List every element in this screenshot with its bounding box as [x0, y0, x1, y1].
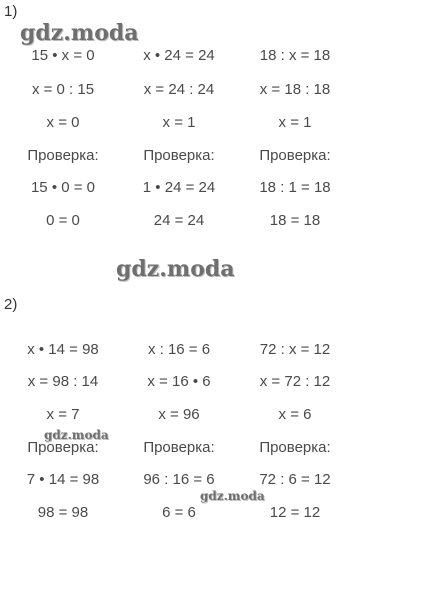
equation-cell: 98 = 98 [37, 504, 89, 521]
equation-cell: x = 7 [46, 406, 80, 423]
equation-cell: 18 : x = 18 [259, 47, 331, 64]
equation-cell: x = 24 : 24 [143, 81, 215, 98]
equation-cell: x • 24 = 24 [143, 47, 215, 64]
equation-cell: x = 0 : 15 [31, 81, 95, 98]
watermark-text: gdz.moda [200, 489, 265, 503]
equation-cell: x = 6 [278, 406, 312, 423]
equation-cell: x = 16 • 6 [147, 373, 211, 390]
check-heading: Проверка: [143, 439, 215, 456]
equation-cell: x = 18 : 18 [259, 81, 331, 98]
equation-cell: 72 : 6 = 12 [259, 471, 331, 488]
equation-cell: 0 = 0 [46, 212, 80, 229]
watermark-text: gdz.moda [20, 20, 139, 46]
check-heading: Проверка: [27, 439, 99, 456]
equation-cell: 24 = 24 [153, 212, 205, 229]
equation-cell: 7 • 14 = 98 [26, 471, 100, 488]
equation-cell: x = 1 [278, 114, 312, 131]
watermark-text: gdz.moda [116, 256, 235, 282]
equation-cell: 1 • 24 = 24 [142, 179, 216, 196]
equation-cell: x • 14 = 98 [27, 341, 99, 358]
equation-cell: x = 96 [158, 406, 200, 423]
equation-cell: x = 1 [162, 114, 196, 131]
equation-cell: x = 0 [46, 114, 80, 131]
check-heading: Проверка: [259, 439, 331, 456]
equation-cell: 15 • 0 = 0 [30, 179, 96, 196]
section-label: 2) [4, 296, 18, 313]
equation-cell: 6 = 6 [162, 504, 196, 521]
equation-cell: 12 = 12 [269, 504, 321, 521]
equation-cell: 72 : x = 12 [259, 341, 331, 358]
equation-cell: x = 98 : 14 [27, 373, 99, 390]
check-heading: Проверка: [143, 147, 215, 164]
equation-cell: 96 : 16 = 6 [143, 471, 215, 488]
check-heading: Проверка: [259, 147, 331, 164]
check-heading: Проверка: [27, 147, 99, 164]
equation-cell: 15 • x = 0 [31, 47, 95, 64]
section-label: 1) [4, 3, 18, 20]
equation-cell: 18 : 1 = 18 [259, 179, 331, 196]
equation-cell: x : 16 = 6 [147, 341, 211, 358]
equation-cell: 18 = 18 [269, 212, 321, 229]
equation-cell: x = 72 : 12 [259, 373, 331, 390]
watermark-text: gdz.moda [44, 428, 109, 442]
